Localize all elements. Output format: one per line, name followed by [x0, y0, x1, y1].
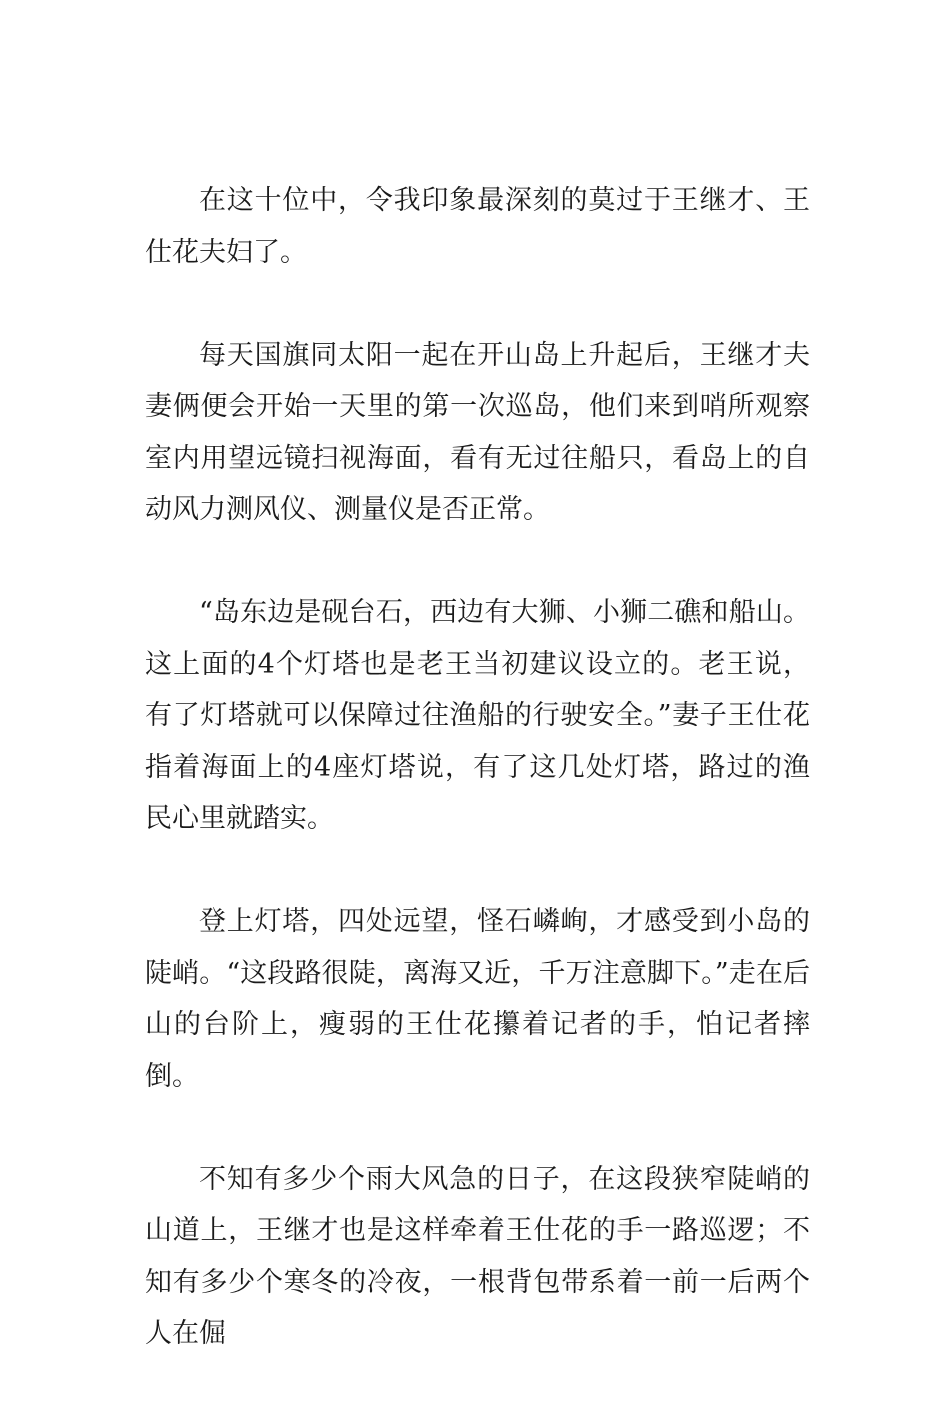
paragraph: 登上灯塔，四处远望，怪石嶙峋，才感受到小岛的陡峭。“这段路很陡，离海又近，千万注意脚下。”走在后山的台阶上，瘦弱的王仕花攥着记者的手，怕记者摔倒。 [145, 906, 810, 1092]
paragraph: 在这十位中，令我印象最深刻的莫过于王继才、王仕花夫妇了。 [145, 185, 810, 268]
article-body [145, 175, 810, 1411]
paragraph: 每天国旗同太阳一起在开山岛上升起后，王继才夫妻俩便会开始一天里的第一次巡岛，他们来到哨所观察室内用望远镜扫视海面，看有无过往船只，看岛上的自动风力测风仪、测量仪是否正常。 [145, 339, 810, 525]
paragraph: “岛东边是砚台石，西边有大狮、小狮二礁和船山。这上面的4个灯塔也是老王当初建议设立的。老王说，有了灯塔就可以保障过往渔船的行驶安全。”妻子王仕花指着海面上的4座灯塔说，有了这几处灯塔，路过的渔民心里就踏实。 [145, 597, 810, 834]
paragraph: 不知有多少个雨大风急的日子，在这段狭窄陡峭的山道上，王继才也是这样牵着王仕花的手一路巡逻；不知有多少个寒冬的冷夜，一根背包带系着一前一后两个人在倔 [145, 1163, 810, 1349]
